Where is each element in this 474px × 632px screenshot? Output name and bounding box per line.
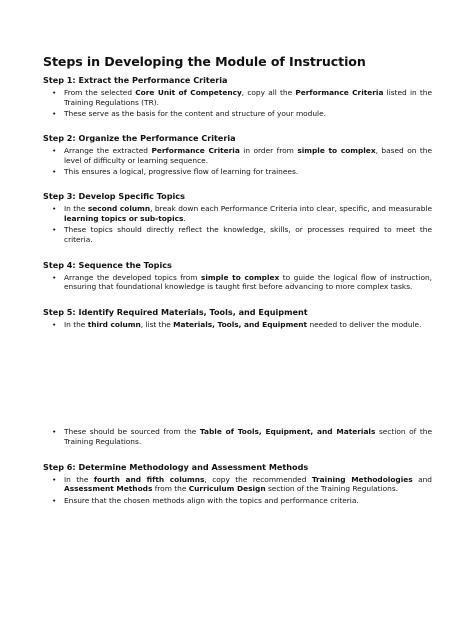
list-item — [43, 167, 432, 177]
bullet-icon: • — [52, 319, 57, 329]
body-text: section of the Training Regulations. — [64, 427, 432, 447]
step-heading: Step 4: Sequence the Topics — [43, 259, 172, 270]
body-text: listed in the Training Regulations (TR). — [64, 88, 433, 107]
bullet-icon: • — [52, 272, 57, 282]
bullet-icon: • — [52, 203, 57, 213]
body-text: , break down each Performance Criteria into clear, specific, and measurable — [150, 203, 432, 213]
step-heading: Step 3: Develop Specific Topics — [43, 190, 185, 201]
bullet-list — [43, 88, 432, 119]
bullet-list — [43, 146, 432, 177]
bullet-icon: • — [52, 109, 57, 119]
blank-space — [43, 331, 432, 425]
body-text: In the — [64, 203, 88, 213]
body-text: Arrange the developed topics from — [64, 272, 201, 282]
step-section — [43, 462, 432, 506]
body-text: to guide the logical flow of instruction, ensuring that foundational knowledge is taught first before advancing to more complex tasks. — [64, 272, 432, 292]
body-text: , copy all the — [241, 88, 296, 97]
body-text: In the — [64, 474, 94, 484]
list-item — [43, 273, 432, 292]
bold-text: simple to complex — [200, 272, 280, 282]
page-title: Steps in Developing the Module of Instruction — [43, 54, 366, 69]
body-text: Ensure that the chosen methods align with the topics and performance criteria. — [64, 496, 359, 506]
bold-text: Training Methodologies — [311, 474, 413, 484]
bold-text: third column — [87, 319, 141, 329]
body-text: , copy the recommended — [204, 474, 312, 484]
step-section — [43, 75, 432, 119]
bullet-icon: • — [52, 427, 57, 437]
bullet-list — [43, 204, 432, 245]
bullet-list — [43, 320, 432, 330]
body-text: These should be sourced from the — [64, 427, 200, 437]
step-section — [43, 191, 432, 245]
bold-text: Materials, Tools, and Equipment — [173, 319, 308, 329]
body-text: , list the — [140, 319, 174, 329]
bullet-list — [43, 427, 432, 446]
list-item — [43, 427, 432, 446]
body-text: Arrange the extracted — [64, 145, 152, 155]
body-text: and — [412, 474, 432, 484]
body-text: In the — [64, 319, 88, 329]
steps-list — [43, 75, 432, 506]
body-text: in order from — [239, 145, 298, 155]
bold-text: Table of Tools, Equipment, and Materials — [199, 427, 376, 437]
list-item — [43, 320, 432, 330]
step-section — [43, 260, 432, 292]
bold-text: learning topics or sub-topics — [64, 213, 184, 223]
step-heading: Step 5: Identify Required Materials, Tools, and Equipment — [43, 306, 308, 317]
bullet-icon: • — [52, 474, 57, 484]
bold-text: Assessment Methods — [64, 484, 153, 494]
body-text: , based on the level of difficulty or learning sequence. — [64, 145, 432, 165]
body-text: These serve as the basis for the content and structure of your module. — [64, 109, 326, 119]
list-item — [43, 225, 432, 244]
bold-text: Curriculum Design — [188, 484, 266, 494]
bullet-icon: • — [52, 225, 57, 235]
document-body — [43, 54, 432, 508]
step-heading: Step 1: Extract the Performance Criteria — [43, 75, 228, 85]
list-item — [43, 204, 432, 223]
bold-text: Performance Criteria — [151, 145, 240, 155]
step-section — [43, 133, 432, 177]
list-item — [43, 475, 432, 494]
body-text: section of the Training Regulations. — [265, 484, 399, 494]
bullet-list — [43, 273, 432, 292]
step-heading: Step 6: Determine Methodology and Assessment Methods — [43, 461, 309, 472]
body-text: This ensures a logical, progressive flow of learning for trainees. — [64, 167, 299, 177]
list-item — [43, 146, 432, 165]
body-text: From the selected — [64, 88, 136, 97]
bold-text: simple to complex — [297, 145, 376, 155]
bullet-icon: • — [52, 496, 57, 506]
list-item — [43, 109, 432, 119]
bullet-icon: • — [52, 167, 57, 177]
bold-text: second column — [87, 203, 151, 213]
list-item — [43, 496, 432, 506]
bullet-list — [43, 475, 432, 506]
body-text: . — [183, 213, 186, 223]
bold-text: Performance Criteria — [295, 88, 384, 97]
step-section — [43, 307, 432, 447]
step-heading: Step 2: Organize the Performance Criteria — [43, 132, 236, 143]
body-text: from the — [152, 484, 189, 494]
bold-text: Core Unit of Competency — [135, 88, 242, 97]
list-item — [43, 88, 432, 107]
bullet-icon: • — [52, 88, 57, 97]
body-text: needed to deliver the module. — [307, 319, 422, 329]
bullet-icon: • — [52, 145, 57, 155]
body-text: These topics should directly reflect the knowledge, skills, or processes required to meet the criteria. — [64, 225, 432, 244]
bold-text: fourth and fifth columns — [93, 474, 205, 484]
